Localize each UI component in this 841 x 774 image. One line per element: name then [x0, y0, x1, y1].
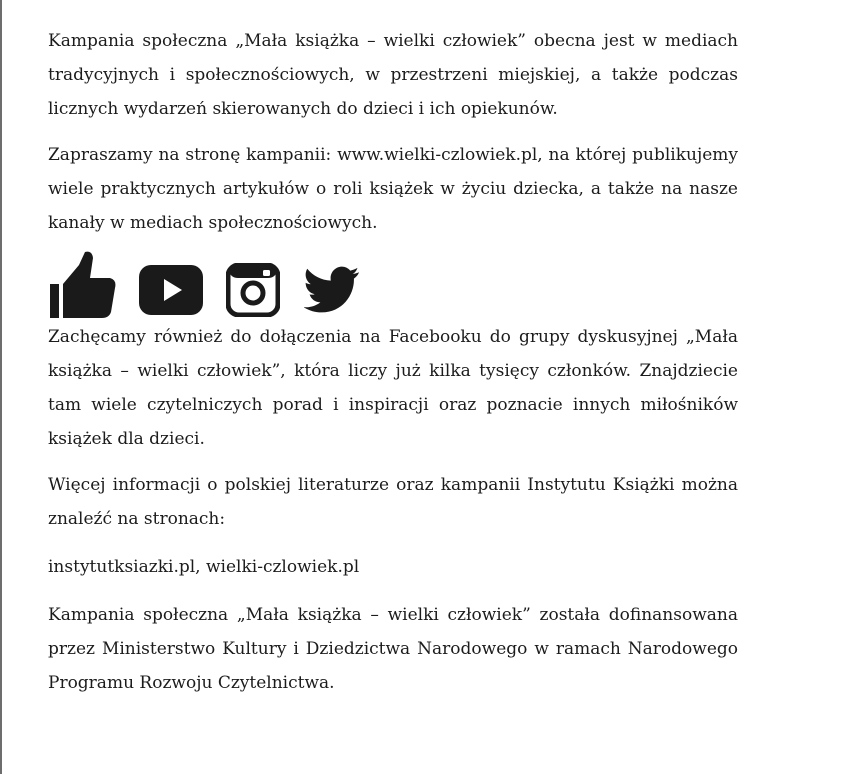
paragraph-links: instytutksiazki.pl, wielki-czlowiek.pl	[48, 557, 360, 577]
paragraph-facebook-group: Zachęcamy również do dołączenia na Facebooku do grupy dyskusyjnej „Mała książka – wielki człowiek”, która liczy już kilka tysięcy członków. Znajdziecie tam wiele czytelniczych porad i inspiracji oraz poznacie innych miłośników książek dla dzieci.	[48, 327, 738, 449]
paragraph-website-invite: Zapraszamy na stronę kampanii: www.wielki-czlowiek.pl, na której publikujemy wiele praktycznych artykułów o roli książek w życiu dziecka, a także na nasze kanały w mediach społecznościowych.	[48, 145, 738, 233]
document-body	[48, 24, 738, 700]
paragraph-campaign-intro: Kampania społeczna „Mała książka – wielki człowiek” obecna jest w mediach tradycyjnych i społecznościowych, w przestrzeni miejskiej, a także podczas licznych wydarzeń skierowanych do dzieci i ich opiekunów.	[48, 31, 738, 119]
paragraph-funding: Kampania społeczna „Mała książka – wielki człowiek” została dofinansowana przez Ministerstwo Kultury i Dziedzictwa Narodowego w ramach Narodowego Programu Rozwoju Czytelnictwa.	[48, 605, 738, 693]
social-media-icons	[48, 246, 738, 320]
page-left-border	[0, 0, 2, 774]
youtube-icon	[138, 264, 204, 316]
facebook-like-icon	[48, 250, 118, 320]
twitter-icon	[304, 266, 360, 314]
instagram-icon	[226, 263, 280, 317]
paragraph-more-info: Więcej informacji o polskiej literaturze oraz kampanii Instytutu Książki można znaleźć na stronach:	[48, 475, 738, 529]
